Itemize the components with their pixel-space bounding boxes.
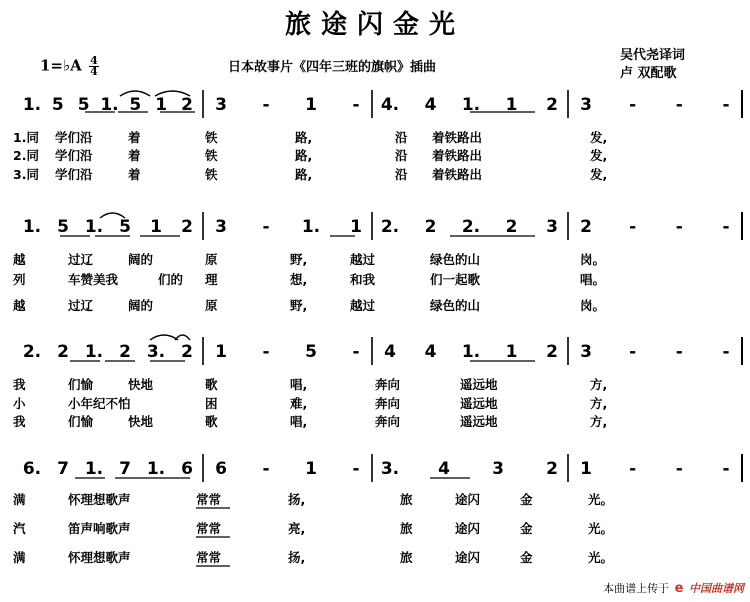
- lyric-word: 2.同: [13, 148, 39, 163]
- note: 1.: [84, 459, 104, 479]
- lyric-word: 歌: [205, 377, 218, 392]
- dash-note: -: [675, 459, 683, 479]
- note: 2: [546, 95, 558, 115]
- lyric-word: 着: [128, 148, 141, 163]
- note: 1.: [461, 95, 481, 115]
- lyric-word: 扬,: [288, 492, 306, 507]
- lyric-word: 遥远地: [460, 414, 498, 429]
- note: 5: [305, 342, 317, 362]
- dash-note: -: [629, 342, 637, 362]
- lyric-word: 怀理想歌声: [68, 550, 131, 565]
- lyric-word: 原: [205, 298, 218, 313]
- lyric-word: 常常: [196, 521, 222, 536]
- note: 4: [424, 95, 437, 115]
- dash-note: -: [675, 95, 683, 115]
- lyric-word: 发,: [590, 130, 608, 145]
- lyric-word: 方,: [590, 377, 608, 392]
- arranger-credit: 卢 双配歌: [620, 66, 677, 81]
- subtitle: 日本故事片《四年三班的旗帜》插曲: [228, 60, 437, 75]
- lyric-row: [0, 519, 750, 535]
- lyric-row: [0, 548, 750, 564]
- lyric-word: 岗。: [580, 252, 606, 267]
- note: 4: [384, 342, 396, 362]
- note: 2: [181, 217, 193, 237]
- lyric-word: 亮,: [288, 521, 306, 536]
- lyric-word: 路,: [295, 167, 313, 182]
- lyric-row: [0, 394, 750, 410]
- lyric-word: 阔的: [128, 252, 154, 267]
- note: 1.: [84, 342, 104, 362]
- lyric-word: 铁: [205, 148, 218, 163]
- note: 5: [51, 95, 64, 115]
- note: 1: [215, 342, 227, 362]
- note: 3: [546, 217, 558, 237]
- song-title: 旅途闪金光: [284, 10, 465, 40]
- lyric-word: 歌: [205, 414, 218, 429]
- lyric-word: 路,: [295, 148, 313, 163]
- lyric-word: 光。: [588, 492, 614, 507]
- lyric-row: [0, 412, 750, 428]
- lyric-word: 铁: [205, 167, 218, 182]
- lyric-word: 扬,: [288, 550, 306, 565]
- lyric-word: 3.同: [13, 167, 39, 182]
- note: 1: [305, 459, 317, 479]
- note: 1: [305, 95, 317, 115]
- dash-note: -: [262, 342, 270, 362]
- note: 2: [546, 342, 558, 362]
- lyric-word: 发,: [590, 148, 608, 163]
- lyric-word: 快地: [128, 377, 154, 392]
- lyric-word: 发,: [590, 167, 608, 182]
- note: 5: [57, 217, 69, 237]
- note: 1.: [461, 342, 481, 362]
- note: 1.: [100, 95, 119, 115]
- lyric-word: 着: [128, 167, 141, 182]
- note: 7: [119, 459, 131, 479]
- note: 1: [505, 95, 518, 115]
- lyric-word: 铁: [205, 130, 218, 145]
- note: 3: [580, 95, 592, 115]
- note: 3: [215, 217, 227, 237]
- dash-note: -: [262, 217, 270, 237]
- note: 3: [215, 95, 227, 115]
- lyric-word: 沿: [395, 130, 408, 145]
- lyric-word: 们愉: [68, 414, 94, 429]
- lyric-word: 列: [13, 272, 26, 287]
- lyric-word: 岗。: [580, 298, 606, 313]
- lyric-word: 怀理想歌声: [68, 492, 131, 507]
- lyric-word: 路,: [295, 130, 313, 145]
- lyric-word: 越过: [350, 298, 376, 313]
- lyric-word: 旅: [400, 492, 413, 507]
- lyric-row: [0, 296, 750, 312]
- note: 2: [505, 217, 518, 237]
- lyric-word: 奔向: [375, 414, 401, 429]
- note: 6.: [22, 459, 42, 479]
- dash-note: -: [629, 95, 637, 115]
- note: 4: [438, 459, 450, 479]
- lyric-word: 金: [520, 550, 533, 565]
- lyric-word: 光。: [588, 521, 614, 536]
- lyricist-credit: 吴代尧译词: [620, 48, 686, 63]
- note: 2: [57, 342, 69, 362]
- lyric-word: 唱,: [290, 377, 308, 392]
- note: 1: [505, 342, 518, 362]
- note: 3.: [146, 342, 166, 362]
- lyric-word: 常常: [196, 492, 222, 507]
- dash-note: -: [352, 342, 360, 362]
- key-label: 1=♭A: [40, 56, 82, 75]
- lyric-word: 困: [205, 396, 218, 411]
- note: 2.: [22, 342, 42, 362]
- dash-note: -: [722, 459, 730, 479]
- lyric-word: 我: [13, 414, 26, 429]
- lyric-word: 金: [520, 492, 533, 507]
- note: 5: [77, 95, 90, 115]
- dash-note: -: [629, 459, 637, 479]
- lyric-word: 越: [13, 252, 26, 267]
- note: 1: [150, 217, 162, 237]
- lyric-word: 学们沿: [55, 148, 93, 163]
- lyric-word: 沿: [395, 148, 408, 163]
- upload-watermark: [603, 580, 744, 596]
- lyric-word: 阔的: [128, 298, 154, 313]
- lyric-word: 途闪: [455, 521, 481, 536]
- lyric-word: 着铁路出: [432, 130, 483, 145]
- site-logo-icon: e: [674, 581, 684, 596]
- lyric-word: 越过: [350, 252, 376, 267]
- note: 1: [350, 217, 362, 237]
- note: 2: [580, 217, 592, 237]
- lyric-word: 们一起歌: [430, 272, 481, 287]
- lyric-word: 绿色的山: [430, 298, 481, 313]
- lyric-row: [0, 146, 750, 162]
- note: 4.: [380, 95, 400, 115]
- note: 1: [155, 95, 168, 115]
- lyric-word: 车赞美我: [68, 272, 119, 287]
- lyric-word: 绿色的山: [430, 252, 481, 267]
- lyric-word: 途闪: [455, 492, 481, 507]
- lyric-word: 着铁路出: [432, 148, 483, 163]
- lyric-word: 遥远地: [460, 377, 498, 392]
- note: 5: [129, 95, 142, 115]
- lyric-word: 方,: [590, 414, 608, 429]
- note: 1.: [22, 95, 42, 115]
- lyric-word: 快地: [128, 414, 154, 429]
- lyric-word: 旅: [400, 550, 413, 565]
- time-signature-top: 4: [90, 54, 98, 67]
- dash-note: -: [722, 95, 730, 115]
- dash-note: -: [629, 217, 637, 237]
- note: 7: [57, 459, 69, 479]
- lyric-word: 小: [13, 396, 26, 411]
- note: 1.: [301, 217, 321, 237]
- lyric-word: 学们沿: [55, 130, 93, 145]
- lyric-word: 们愉: [68, 377, 94, 392]
- watermark-prefix: 本曲谱上传于: [603, 582, 670, 595]
- lyric-row: [0, 128, 750, 144]
- lyric-word: 方,: [590, 396, 608, 411]
- note: 2.: [380, 217, 400, 237]
- note: 2: [119, 342, 131, 362]
- lyric-word: 笛声响歌声: [68, 521, 131, 536]
- note: 2: [546, 459, 558, 479]
- lyric-word: 着: [128, 130, 141, 145]
- slur: [150, 335, 178, 340]
- lyric-word: 遥远地: [460, 396, 498, 411]
- note: 1.: [84, 217, 104, 237]
- lyric-word: 1.同: [13, 130, 39, 145]
- lyric-word: 唱,: [290, 414, 308, 429]
- note: 6: [215, 459, 227, 479]
- lyric-word: 小年纪不怕: [68, 396, 131, 411]
- lyric-word: 汽: [13, 521, 26, 536]
- dash-note: -: [722, 217, 730, 237]
- lyric-word: 常常: [196, 550, 222, 565]
- lyric-word: 奔向: [375, 377, 401, 392]
- lyric-word: 金: [520, 521, 533, 536]
- lyric-row: [0, 375, 750, 391]
- note: 4: [424, 342, 437, 362]
- dash-note: -: [675, 342, 683, 362]
- note: 2: [181, 95, 193, 115]
- note: 3: [580, 342, 592, 362]
- lyric-row: [0, 165, 750, 181]
- time-signature-bottom: 4: [90, 65, 98, 78]
- note: 1.: [146, 459, 166, 479]
- lyric-word: 和我: [350, 272, 376, 287]
- dash-note: -: [352, 95, 360, 115]
- dash-note: -: [722, 342, 730, 362]
- dash-note: -: [352, 459, 360, 479]
- note: 1.: [22, 217, 42, 237]
- lyric-word: 理: [205, 272, 218, 287]
- dash-note: -: [262, 459, 270, 479]
- lyric-row: [0, 270, 750, 286]
- note: 3: [492, 459, 504, 479]
- note: 5: [119, 217, 131, 237]
- lyric-word: 途闪: [455, 550, 481, 565]
- lyric-word: 们的: [158, 272, 184, 287]
- lyric-word: 我: [13, 377, 26, 392]
- lyric-word: 唱。: [580, 272, 606, 287]
- lyric-word: 学们沿: [55, 167, 93, 182]
- lyric-word: 想,: [290, 272, 308, 287]
- lyric-word: 野,: [290, 298, 308, 313]
- lyric-word: 旅: [400, 521, 413, 536]
- lyric-word: 光。: [588, 550, 614, 565]
- note: 2.: [461, 217, 481, 237]
- note: 2: [181, 342, 193, 362]
- lyric-word: 难,: [290, 396, 308, 411]
- lyric-word: 着铁路出: [432, 167, 483, 182]
- lyric-word: 越: [13, 298, 26, 313]
- lyric-row: [0, 490, 750, 506]
- note: 3.: [380, 459, 400, 479]
- note: 6: [181, 459, 193, 479]
- lyric-word: 满: [13, 550, 26, 565]
- lyric-word: 奔向: [375, 396, 401, 411]
- dash-note: -: [675, 217, 683, 237]
- watermark-brand: 中国曲谱网: [689, 582, 744, 595]
- dash-note: -: [262, 95, 270, 115]
- note: 1: [580, 459, 592, 479]
- lyric-word: 野,: [290, 252, 308, 267]
- lyric-word: 过辽: [68, 252, 94, 267]
- lyric-row: [0, 250, 750, 266]
- note: 2: [424, 217, 437, 237]
- lyric-word: 沿: [395, 167, 408, 182]
- lyric-word: 满: [13, 492, 26, 507]
- lyric-word: 原: [205, 252, 218, 267]
- lyric-word: 过辽: [68, 298, 94, 313]
